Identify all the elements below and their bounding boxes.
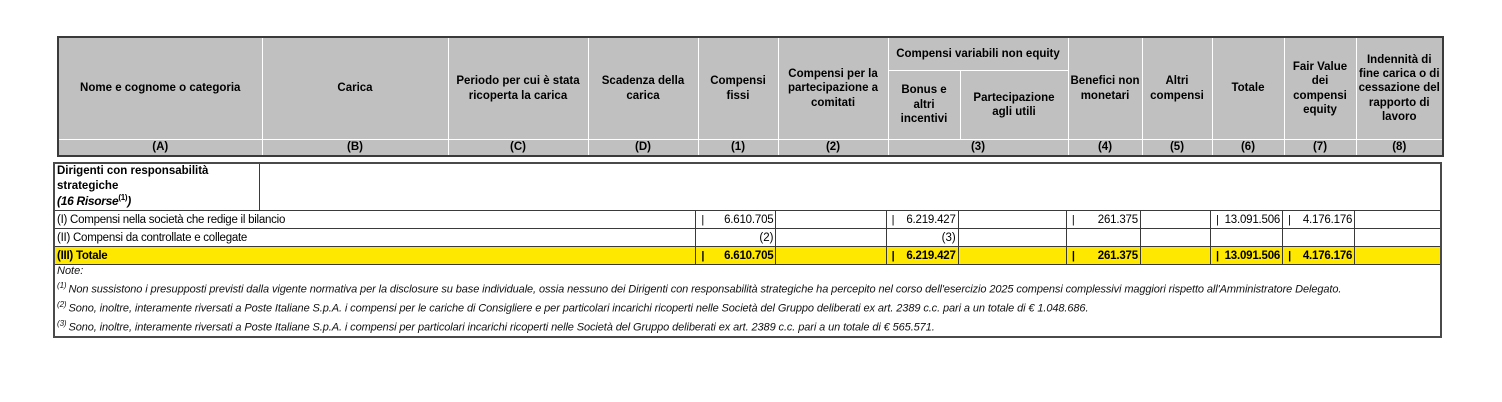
header-col-altri-compensi: Altri compensi bbox=[1142, 37, 1212, 140]
row-iii-benefici-non-monetari: | 261.375 bbox=[1066, 247, 1140, 265]
note-item-2 bbox=[57, 299, 1438, 318]
note-text-2: Sono, inoltre, interamente riversati a Poste Italiane S.p.A. i compensi per le cariche di Consigliere e per particolari incarichi ricoperti nelle Società del Gruppo deliberati ex art. 2389 c.c. pari a un totale di € 1.048.686. bbox=[68, 302, 1089, 315]
header-col-nome: Nome e cognome o categoria bbox=[58, 37, 262, 140]
row-ii-indennita bbox=[1355, 229, 1441, 247]
row-iii-fair-value: | 4.176.176 bbox=[1283, 247, 1355, 265]
table-row-total bbox=[54, 247, 1441, 265]
row-ii-benefici-non-monetari bbox=[1066, 229, 1140, 247]
row-iii-bonus-incentivi: | 6.219.427 bbox=[886, 247, 958, 265]
header-row-codes bbox=[58, 140, 1443, 157]
note-item-1 bbox=[57, 280, 1438, 299]
euro-icon: | bbox=[1071, 249, 1075, 262]
row-ii-totale bbox=[1211, 229, 1283, 247]
euro-icon: | bbox=[1071, 213, 1075, 226]
header-col-totale: Totale bbox=[1212, 37, 1284, 140]
header-table bbox=[57, 36, 1444, 157]
table-header-block bbox=[57, 36, 1442, 157]
header-col-compensi-fissi: Compensi fissi bbox=[698, 37, 778, 140]
note-marker-2: (2) bbox=[57, 299, 67, 309]
notes-title: Note: bbox=[57, 265, 84, 278]
header-code-6: (6) bbox=[1212, 140, 1284, 157]
header-col-indennita: Indennità di fine carica o di cessazione del rapporto di lavoro bbox=[1356, 37, 1443, 140]
row-ii-compensi-comitati bbox=[776, 229, 886, 247]
row-label-iii: (III) Totale bbox=[54, 247, 696, 265]
header-col-periodo: Periodo per cui è stata ricoperta la carica bbox=[448, 37, 588, 140]
euro-icon: | bbox=[891, 213, 895, 226]
euro-icon: | bbox=[1216, 249, 1219, 262]
row-i-fair-value: | 4.176.176 bbox=[1283, 211, 1355, 229]
category-risorse-text: (16 Risorse bbox=[57, 194, 119, 209]
header-code-4: (4) bbox=[1068, 140, 1142, 157]
row-ii-altri-compensi bbox=[1140, 229, 1210, 247]
header-code-c: (C) bbox=[448, 140, 588, 157]
header-code-b: (B) bbox=[262, 140, 448, 157]
euro-icon: | bbox=[1288, 213, 1291, 226]
row-label-i: (I) Compensi nella società che redige il bilancio bbox=[54, 211, 696, 229]
header-code-3: (3) bbox=[888, 140, 1068, 157]
header-code-d: (D) bbox=[588, 140, 698, 157]
category-risorse-close: ) bbox=[127, 194, 131, 209]
header-col-benefici-non-monetari: Benefici non monetari bbox=[1068, 37, 1142, 140]
header-col-carica: Carica bbox=[262, 37, 448, 140]
row-i-partecipazione-utili bbox=[958, 211, 1066, 229]
row-i-bonus-incentivi: | 6.219.427 bbox=[886, 211, 958, 229]
row-i-benefici-non-monetari: | 261.375 bbox=[1066, 211, 1140, 229]
row-iii-totale: | 13.091.506 bbox=[1211, 247, 1283, 265]
category-risorse bbox=[57, 194, 131, 208]
category-label-cell bbox=[54, 163, 259, 211]
header-code-a: (A) bbox=[58, 140, 262, 157]
euro-icon: | bbox=[701, 249, 705, 262]
header-col-bonus-incentivi: Bonus e altri incentivi bbox=[888, 71, 960, 140]
row-iii-indennita bbox=[1355, 247, 1441, 265]
row-iii-altri-compensi bbox=[1140, 247, 1210, 265]
row-ii-bonus-incentivi-ref: (3) bbox=[886, 229, 958, 247]
row-iii-partecipazione-utili bbox=[958, 247, 1066, 265]
category-risorse-ref: (1) bbox=[118, 193, 128, 203]
row-ii-partecipazione-utili bbox=[958, 229, 1066, 247]
header-col-partecipazione-utili: Partecipazione agli utili bbox=[960, 71, 1068, 140]
header-code-2: (2) bbox=[778, 140, 888, 157]
header-col-scadenza: Scadenza della carica bbox=[588, 37, 698, 140]
row-i-totale: | 13.091.506 bbox=[1211, 211, 1283, 229]
euro-icon: | bbox=[891, 249, 895, 262]
row-ii-compensi-fissi-ref: (2) bbox=[696, 229, 776, 247]
note-text-1: Non sussistono i presupposti previsti dalla vigente normativa per la disclosure su base individuale, ossia nessuno dei Dirigenti con responsabilità strategiche ha percepito nel corso dell'esercizio 2025 compensi complessivi maggiori rispetto all'Amministratore Delegato. bbox=[68, 283, 1342, 296]
category-row bbox=[54, 163, 1441, 211]
note-marker-1: (1) bbox=[57, 281, 67, 291]
row-iii-compensi-comitati bbox=[776, 247, 886, 265]
row-i-indennita bbox=[1355, 211, 1441, 229]
row-iii-compensi-fissi: | 6.610.705 bbox=[696, 247, 776, 265]
euro-icon: | bbox=[1216, 213, 1219, 226]
table-body-block bbox=[53, 162, 1442, 338]
category-title-line1: Dirigenti con responsabilità bbox=[57, 165, 209, 177]
header-code-8: (8) bbox=[1356, 140, 1443, 157]
header-code-1: (1) bbox=[698, 140, 778, 157]
body-table bbox=[53, 162, 1442, 338]
header-code-7: (7) bbox=[1284, 140, 1356, 157]
table-row bbox=[54, 229, 1441, 247]
category-empty-cell bbox=[259, 163, 1441, 211]
header-col-fair-value: Fair Value dei compensi equity bbox=[1284, 37, 1356, 140]
table-row bbox=[54, 211, 1441, 229]
note-marker-3: (3) bbox=[57, 318, 67, 328]
row-ii-fair-value bbox=[1283, 229, 1355, 247]
header-code-5: (5) bbox=[1142, 140, 1212, 157]
euro-icon: | bbox=[1288, 249, 1292, 262]
row-label-ii: (II) Compensi da controllate e collegate bbox=[54, 229, 696, 247]
row-i-compensi-comitati bbox=[776, 211, 886, 229]
note-text-3: Sono, inoltre, interamente riversati a Poste Italiane S.p.A. i compensi per particolari incarichi ricoperti nelle Società del Gruppo deliberati ex art. 2389 c.c. pari a un totale di € 565.571. bbox=[68, 321, 935, 334]
header-row-main bbox=[58, 37, 1443, 71]
euro-icon: | bbox=[701, 213, 705, 226]
notes-cell bbox=[54, 265, 1441, 338]
notes-row bbox=[54, 265, 1441, 338]
note-item-3 bbox=[57, 318, 1438, 337]
header-col-compensi-comitati: Compensi per la partecipazione a comitati bbox=[778, 37, 888, 140]
row-i-compensi-fissi: | 6.610.705 bbox=[696, 211, 776, 229]
category-title-line2: strategiche bbox=[57, 179, 119, 192]
row-i-altri-compensi bbox=[1140, 211, 1210, 229]
header-group-compensi-variabili: Compensi variabili non equity bbox=[888, 37, 1068, 71]
